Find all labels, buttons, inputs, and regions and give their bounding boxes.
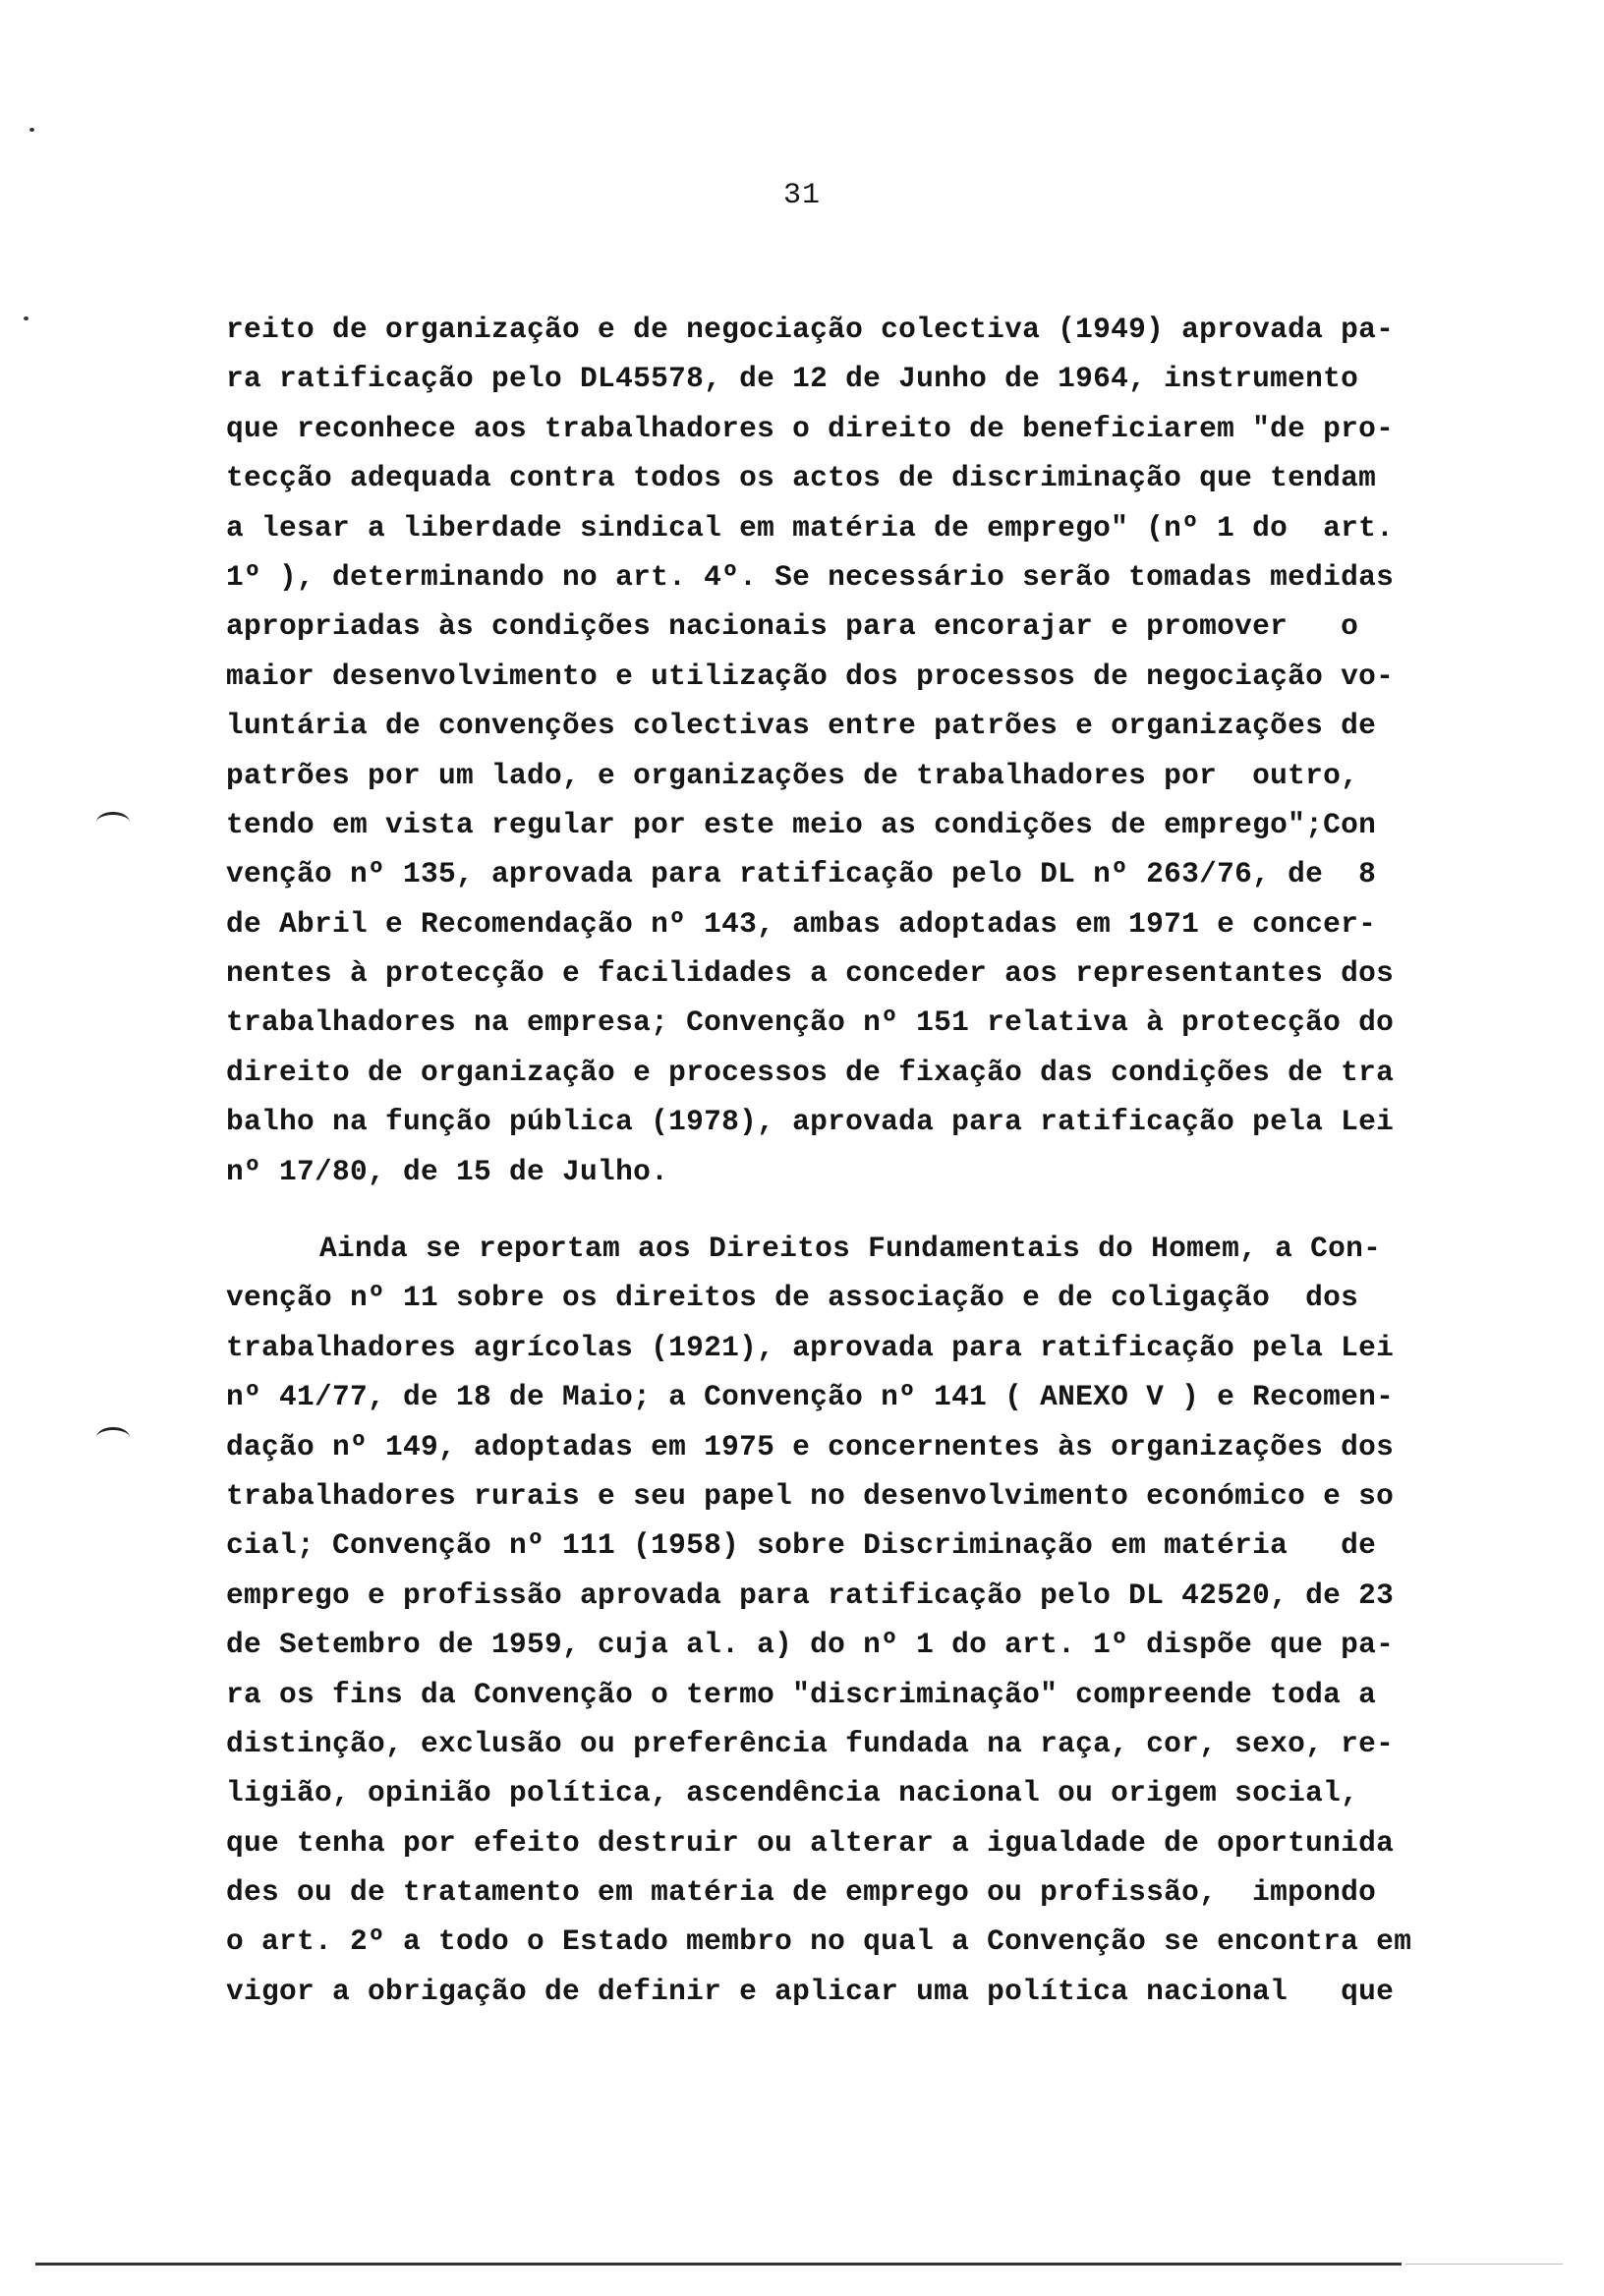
text-line: ligião, opinião política, ascendência nacional ou origem social, [226,1776,1359,1810]
footer-rule-faint [1405,2264,1563,2265]
text-line: patrões por um lado, e organizações de trabalhadores por outro, [226,758,1359,792]
text-line: ra ratificação pelo DL45578, de 12 de Junho de 1964, instrumento [226,362,1359,396]
text-line: nentes à protecção e facilidades a conceder aos representantes dos [226,956,1395,991]
text-line: trabalhadores na empresa; Convenção nº 151 relativa à protecção do [226,1005,1395,1040]
text-line: de Setembro de 1959, cuja al. a) do nº 1 do art. 1º dispõe que pa- [226,1628,1395,1662]
text-line: direito de organização e processos de fixação das condições de tra [226,1055,1395,1089]
page-number: 31 [782,179,821,212]
margin-mark [96,812,130,832]
text-line: reito de organização e de negociação colectiva (1949) aprovada pa- [226,313,1395,346]
text-line: apropriadas às condições nacionais para encorajar e promover o [226,609,1359,644]
text-line: a lesar a liberdade sindical em matéria de emprego" (nº 1 do art. [226,510,1395,545]
paragraph-2 [226,1224,1514,2016]
scan-speck [24,316,29,320]
text-line: que tenha por efeito destruir ou alterar a igualdade de oportunida [226,1825,1395,1860]
text-line: o art. 2º a todo o Estado membro no qual a Convenção se encontra em [226,1924,1412,1959]
text-line: Ainda se reportam aos Direitos Fundamentais do Homem, a Con- [319,1232,1382,1265]
text-line: emprego e profissão aprovada para ratificação pelo DL 42520, de 23 [226,1578,1395,1612]
text-line: de Abril e Recomendação nº 143, ambas adoptadas em 1971 e concer- [226,906,1377,941]
text-line: tendo em vista regular por este meio as condições de emprego";Con [226,807,1377,841]
text-line: des ou de tratamento em matéria de emprego ou profissão, impondo [226,1875,1377,1910]
text-line: cial; Convenção nº 111 (1958) sobre Discriminação em matéria de [226,1528,1377,1563]
text-line: que reconhece aos trabalhadores o direito de beneficiarem "de pro- [226,411,1395,445]
text-line: 1º ), determinando no art. 4º. Se necessário serão tomadas medidas [226,559,1395,594]
text-line: trabalhadores rurais e seu papel no desenvolvimento económico e so [226,1478,1395,1513]
text-line: luntária de convenções colectivas entre patrões e organizações de [226,709,1377,743]
text-line: nº 41/77, de 18 de Maio; a Convenção nº 141 ( ANEXO V ) e Recomen- [226,1380,1395,1414]
text-line: ra os fins da Convenção o termo "discriminação" compreende toda a [226,1677,1377,1711]
text-line: nº 17/80, de 15 de Julho. [226,1154,669,1188]
text-line: tecção adequada contra todos os actos de discriminação que tendam [226,461,1377,495]
scan-speck [29,128,34,132]
text-line: balho na função pública (1978), aprovada para ratificação pela Lei [226,1105,1395,1139]
text-line: venção nº 135, aprovada para ratificação pelo DL nº 263/76, de 8 [226,857,1377,891]
footer-rule [35,2263,1402,2266]
text-line: maior desenvolvimento e utilização dos processos de negociação vo- [226,659,1395,693]
text-line: dação nº 149, adoptadas em 1975 e concernentes às organizações dos [226,1429,1395,1464]
text-line: distinção, exclusão ou preferência fundada na raça, cor, sexo, re- [226,1726,1395,1760]
paragraph-1 [226,305,1514,1196]
text-line: venção nº 11 sobre os direitos de associação e de coligação dos [226,1281,1359,1315]
text-line: trabalhadores agrícolas (1921), aprovada para ratificação pela Lei [226,1330,1395,1364]
margin-mark [96,1427,130,1448]
text-line: vigor a obrigação de definir e aplicar uma política nacional que [226,1974,1395,2008]
